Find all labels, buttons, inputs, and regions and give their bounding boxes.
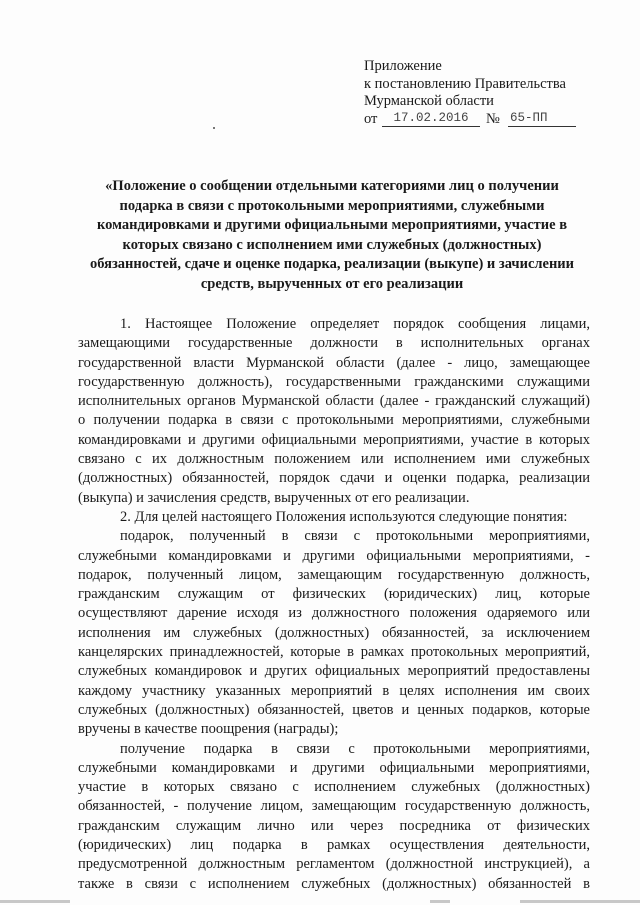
- definition-receipt: [78, 740, 590, 894]
- body-line: (должностных) обязанностей, порядок сдачи и оценки подарка, реализации: [78, 470, 590, 487]
- title-line: обязанностей, сдаче и оценке подарка, реализации (выкупе) и зачислении: [89, 256, 575, 272]
- appendix-title: Приложение: [364, 58, 442, 74]
- body-line: 2. Для целей настоящего Положения используются следующие понятия:: [120, 508, 568, 525]
- body-line: (юридических) лиц подарка в рамках осуществления деятельности,: [78, 837, 590, 854]
- body-line: служебных (должностных) обязанностей, цветов и ценных подарков, которые: [78, 701, 590, 718]
- body-line: участие в которых связано с исполнением служебных (должностных): [78, 779, 590, 796]
- body-line: связано с их должностным положением или исполнением ими служебных: [78, 451, 590, 468]
- appendix-block: [364, 58, 624, 129]
- title-line: подарка в связи с протокольными мероприятиями, служебными: [119, 197, 545, 214]
- body-line: гражданским служащим от физических (юридических) лиц, которые: [78, 586, 590, 603]
- decree-number: 65-ПП: [508, 111, 576, 127]
- body-line: осуществляют дарение исходя из должностного положения одаряемого или: [78, 605, 590, 622]
- title-line: «Положение о сообщении отдельными категориями лиц о получении: [105, 178, 559, 194]
- appendix-date-line: [364, 111, 624, 129]
- body-line: получение подарка в связи с протокольными мероприятиями,: [120, 740, 590, 757]
- body-line: 1. Настоящее Положение определяет порядок сообщения лицами,: [120, 316, 590, 332]
- body-line: исполнения им служебных (должностных) обязанностей, за исключением: [78, 624, 590, 641]
- scan-mark: [0, 900, 70, 903]
- body-line: государственную должность), государственными гражданскими служащими: [78, 373, 590, 390]
- body-line: каждому участнику указанных мероприятий в целях исполнения им своих: [78, 682, 590, 699]
- body-line: канцелярских принадлежностей, которые в рамках протокольных мероприятий,: [78, 644, 590, 661]
- body-line: вручены в качестве поощрения (награды);: [78, 721, 339, 738]
- date-prefix: от: [364, 110, 378, 127]
- body-line: (выкупа) и зачисления средств, вырученных от его реализации.: [78, 489, 470, 506]
- paragraph-2: [78, 508, 590, 527]
- title-line: которых связано с исполнением ими служебных (должностных): [122, 236, 542, 253]
- document-body: [78, 315, 590, 894]
- body-line: замещающими государственные должности в исполнительных органах: [78, 335, 590, 352]
- body-line: служебными командировками и другими официальными мероприятиями,: [78, 759, 590, 776]
- number-sign: №: [486, 110, 500, 127]
- body-line: обязанностей, - получение лицом, замещающим государственную должность,: [78, 798, 590, 815]
- body-line: служебными командировками и другими официальными мероприятиями, -: [78, 547, 590, 564]
- definition-gift: [78, 527, 590, 739]
- body-line: подарок, полученный в связи с протокольными мероприятиями,: [120, 528, 590, 545]
- body-line: государственной власти Мурманской области (далее - лицо, замещающее: [78, 354, 590, 371]
- decree-date: 17.02.2016: [382, 111, 480, 127]
- body-line: о получении подарка в связи с протокольными мероприятиями, служебными: [78, 412, 590, 429]
- appendix-region: Мурманской области: [364, 93, 494, 109]
- body-line: также в связи с исполнением служебных (должностных) обязанностей в: [78, 875, 590, 892]
- scan-edge-marks: [0, 895, 640, 905]
- body-line: гражданским служащим лично или через посредника от физических: [78, 817, 590, 834]
- body-line: командировками и другими официальными мероприятиями, участие в которых: [78, 431, 590, 448]
- body-line: предусмотренной должностным регламентом (должностной инструкцией), а: [78, 856, 590, 873]
- body-line: служебных командировок и других официальных мероприятий предоставлены: [78, 663, 590, 680]
- scan-mark: [520, 900, 640, 903]
- body-line: исполнительных органов Мурманской области (далее - гражданский служащий): [78, 393, 590, 410]
- title-line: командировками и другими официальными мероприятиями, участие в: [96, 217, 568, 233]
- appendix-decree: к постановлению Правительства: [364, 75, 566, 92]
- document-title: [72, 177, 592, 294]
- scan-speck: [213, 127, 215, 129]
- paragraph-1: [78, 315, 590, 508]
- body-line: подарок, полученный лицом, замещающим государственную должность,: [78, 566, 590, 583]
- title-line: средств, вырученных от его реализации: [200, 275, 464, 292]
- scan-mark: [430, 900, 450, 903]
